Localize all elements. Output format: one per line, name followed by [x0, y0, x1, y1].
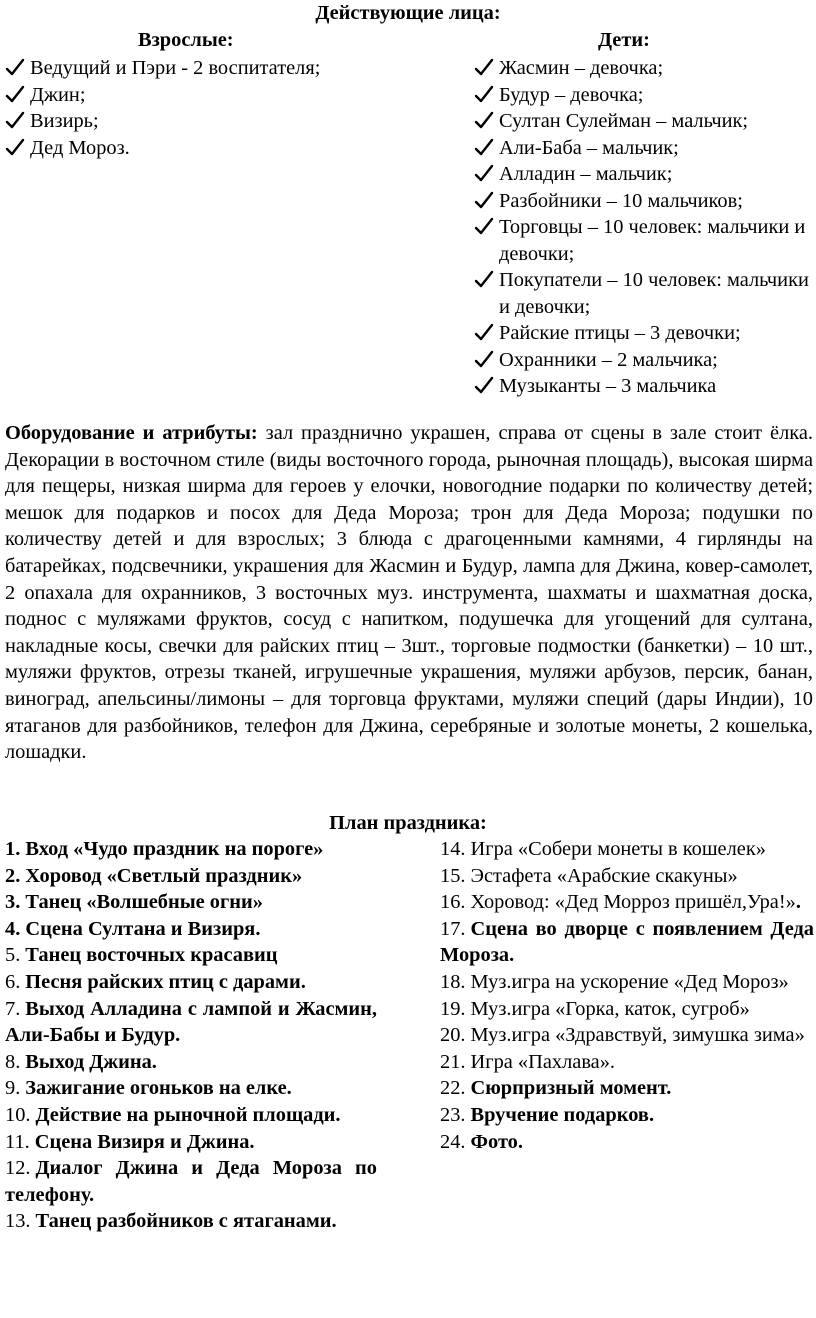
- plan-item-number: 21.: [440, 1050, 466, 1073]
- plan-item-number: 18.: [440, 970, 466, 993]
- plan-item-number: 12.: [5, 1157, 31, 1180]
- plan-item-text: Хоровод «Светлый праздник»: [20, 864, 303, 887]
- adults-item: [5, 135, 405, 162]
- adults-heading: Взрослые:: [138, 29, 234, 51]
- checkmark-icon: [474, 267, 494, 293]
- equipment-text: зал празднично украшен, справа от сцены в зале стоит ёлка. Декорации в восточном стиле (виды восточного города, рыночная площадь), высокая ширма для пещеры, низкая ширма для героев у елочки, новогодние подарки по количеству детей; мешок для подарков и посох для Деда Мороза; трон для Деда Мороза; подушки по количеству детей и для взрослых; 3 блюда с драгоценными камнями, 4 гирлянды на батарейках, подсвечники, украшения для Жасмин и Будур, лампа для Джина, ковер-самолет, 2 опахала для охранников, 3 восточных муз. инструмента, шахматы и шахматная доска, поднос с муляжами фруктов, сосуд с напитком, подушечка для угощений для султана, накладные косы, свечки для райских птиц – 3шт., торговые подмостки (банкетки) – 10 шт., муляжи фруктов, отрезы тканей, игрушечные украшения, муляжи арбузов, персик, банан, виноград, апельсины/лимоны – для торговца фруктами, муляжи специй (дары Индии), 10 ятаганов для разбойников, телефон для Джина, серебряные и золотые монеты, 2 кошелька, лошадки.: [5, 422, 813, 764]
- adults-item: [5, 82, 405, 109]
- plan-item-text: Зажигание огоньков на елке.: [25, 1077, 292, 1100]
- plan-item: [5, 996, 377, 1049]
- plan-item: [5, 969, 377, 996]
- plan-item-number: 20.: [440, 1024, 466, 1047]
- plan-item-text: Диалог Джина и Деда Мороза по телефону.: [5, 1157, 377, 1206]
- plan-item-text: Муз.игра «Горка, каток, сугроб»: [470, 997, 750, 1020]
- children-item: [474, 267, 814, 320]
- plan-item-text: Эстафета «Арабские скакуны»: [470, 864, 738, 887]
- plan-item-number: 14.: [440, 838, 466, 860]
- plan-item-number: 9.: [5, 1077, 21, 1100]
- checkmark-icon: [474, 82, 494, 108]
- children-item-label: Жасмин – девочка;: [499, 57, 664, 79]
- children-item-label: Музыканты – 3 мальчика: [499, 375, 717, 397]
- plan-item-number: 1.: [5, 838, 21, 860]
- plan-item-text: Действие на рыночной площади.: [35, 1103, 341, 1126]
- plan-item: [5, 1102, 377, 1129]
- checkmark-icon: [5, 108, 25, 134]
- plan-item-number: 8.: [5, 1050, 21, 1073]
- children-item: [474, 161, 814, 188]
- plan-item-number: 19.: [440, 997, 466, 1020]
- children-item-label: Султан Сулейман – мальчик;: [499, 110, 749, 132]
- plan-item-number: 10.: [5, 1103, 31, 1126]
- plan-item: [440, 1049, 814, 1076]
- checkmark-icon: [474, 214, 494, 240]
- checkmark-icon: [474, 135, 494, 161]
- plan-item-text: Вход «Чудо праздник на пороге»: [20, 838, 324, 860]
- plan-list-left: [5, 836, 377, 1235]
- plan-item-number: 23.: [440, 1103, 466, 1126]
- plan-item: [5, 836, 377, 863]
- children-item: [474, 320, 814, 347]
- plan-item: [440, 916, 814, 969]
- plan-item: [440, 996, 814, 1023]
- plan-item-text: Игра «Собери монеты в кошелек»: [470, 838, 766, 860]
- plan-item-text: Хоровод: «Дед Морроз пришёл,Ура!»: [470, 891, 796, 914]
- checkmark-icon: [5, 82, 25, 108]
- plan-item-text: Песня райских птиц с дарами.: [25, 970, 306, 993]
- plan-item-number: 5.: [5, 944, 21, 967]
- plan-item: [5, 916, 377, 943]
- children-heading: Дети:: [598, 29, 650, 51]
- children-item: [474, 188, 814, 215]
- plan-item-text: Танец разбойников с ятаганами.: [35, 1210, 337, 1233]
- plan-item: [5, 1075, 377, 1102]
- plan-item: [5, 942, 377, 969]
- children-item: [474, 108, 814, 135]
- plan-item: [5, 889, 377, 916]
- plan-item-number: 24.: [440, 1130, 466, 1153]
- adults-item-label: Визирь;: [30, 110, 99, 132]
- plan-item: [440, 1022, 814, 1049]
- plan-item-number: 3.: [5, 891, 21, 914]
- plan-item: [5, 863, 377, 890]
- plan-item: [5, 1049, 377, 1076]
- equipment-label: Оборудование и атрибуты:: [5, 422, 258, 444]
- children-item: [474, 347, 814, 374]
- checkmark-icon: [474, 55, 494, 81]
- equipment-paragraph: [5, 420, 813, 766]
- plan-item: [5, 1129, 377, 1156]
- plan-item-text: Танец восточных красавиц: [25, 944, 278, 967]
- checkmark-icon: [5, 55, 25, 81]
- plan-item: [440, 889, 814, 916]
- plan-item: [440, 863, 814, 890]
- plan-item-text: Выход Джина.: [25, 1050, 157, 1073]
- plan-item-text: Сцена Визиря и Джина.: [34, 1130, 255, 1153]
- children-item-label: Разбойники – 10 мальчиков;: [499, 189, 743, 212]
- children-item: [474, 373, 814, 400]
- plan-item: [440, 1075, 814, 1102]
- plan-item: [440, 1129, 814, 1156]
- children-item: [474, 135, 814, 162]
- children-item: [474, 82, 814, 109]
- plan-item: [5, 1208, 377, 1235]
- plan-item-text: Вручение подарков.: [470, 1103, 655, 1126]
- adults-item: [5, 55, 405, 82]
- plan-list-right: [440, 836, 814, 1155]
- plan-item-number: 16.: [440, 891, 466, 914]
- plan-item-number: 2.: [5, 864, 21, 887]
- plan-item: [440, 1102, 814, 1129]
- adults-item-label: Ведущий и Пэри - 2 воспитателя;: [30, 57, 321, 79]
- plan-title: План праздника:: [329, 812, 487, 834]
- checkmark-icon: [474, 320, 494, 346]
- plan-item-number: 22.: [440, 1077, 466, 1100]
- children-item-label: Будур – девочка;: [499, 83, 644, 106]
- plan-item-text: Сюрпризный момент.: [470, 1077, 672, 1100]
- adults-item-label: Дед Мороз.: [30, 136, 130, 159]
- plan-item: [440, 836, 814, 863]
- plan-item-text: Муз.игра «Здравствуй, зимушка зима»: [470, 1024, 805, 1047]
- plan-item-text: Муз.игра на ускорение «Дед Мороз»: [470, 970, 789, 993]
- plan-item: [5, 1155, 377, 1208]
- adults-item: [5, 108, 405, 135]
- children-item: [474, 214, 814, 267]
- children-item-label: Торговцы – 10 человек: мальчики и девочки;: [499, 216, 806, 265]
- children-item-label: Охранники – 2 мальчика;: [499, 348, 718, 371]
- adults-list: [5, 55, 405, 161]
- plan-item-number: 15.: [440, 864, 466, 887]
- children-list: [474, 55, 814, 400]
- children-item: [474, 55, 814, 82]
- checkmark-icon: [5, 135, 25, 161]
- checkmark-icon: [474, 373, 494, 399]
- plan-item-number: 13.: [5, 1210, 31, 1233]
- children-item-label: Али-Баба – мальчик;: [499, 136, 679, 159]
- checkmark-icon: [474, 347, 494, 373]
- plan-item-text: Сцена во дворце с появлением Деда Мороза.: [440, 917, 814, 967]
- plan-item-text: Выход Алладина с лампой и Жасмин, Али-Бабы и Будур.: [5, 997, 377, 1047]
- checkmark-icon: [474, 108, 494, 134]
- plan-item-number: 6.: [5, 970, 21, 993]
- checkmark-icon: [474, 161, 494, 187]
- plan-item-number: 7.: [5, 997, 21, 1020]
- plan-item: [440, 969, 814, 996]
- plan-item-number: 11.: [5, 1130, 30, 1153]
- plan-item-tail: .: [795, 891, 801, 914]
- plan-item-text: Танец «Волшебные огни»: [20, 891, 263, 914]
- children-item-label: Райские птицы – 3 девочки;: [499, 322, 741, 344]
- children-item-label: Покупатели – 10 человек: мальчики и девочки;: [499, 269, 809, 318]
- cast-title: Действующие лица:: [315, 2, 501, 24]
- checkmark-icon: [474, 188, 494, 214]
- adults-item-label: Джин;: [30, 83, 86, 106]
- plan-item-text: Сцена Султана и Визиря.: [20, 917, 261, 940]
- plan-item-number: 4.: [5, 917, 21, 940]
- plan-item-text: Фото.: [470, 1130, 523, 1153]
- plan-item-text: Игра «Пахлава».: [470, 1050, 616, 1073]
- children-item-label: Алладин – мальчик;: [499, 163, 673, 185]
- plan-item-number: 17.: [440, 917, 466, 940]
